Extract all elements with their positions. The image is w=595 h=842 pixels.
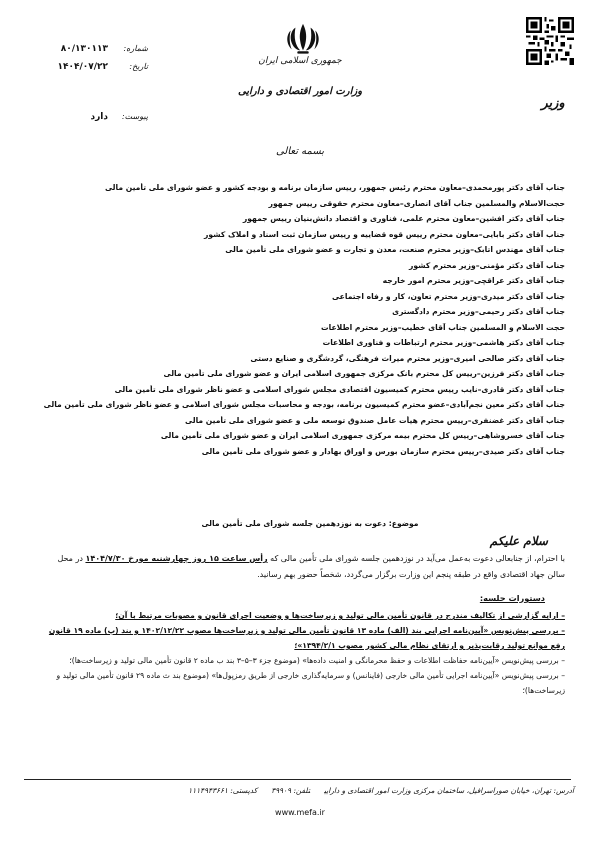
letter-date-label: تاریخ: [129, 62, 148, 71]
agenda-item-text: – بررسی پیش‌نویس «آیین‌نامه حفاظت اطلاعات و حفظ محرمانگی و امنیت داده‌ها» (موضوع جزء ۳–۵–۳ بند ب ماده ۲ قانون تأمین مالی تولید و زیرساخت‌ها)؛ [69, 656, 565, 665]
footer-website: www.mefa.ir [275, 808, 325, 817]
letter-date-value: ۱۴۰۴/۰۷/۲۲ [57, 62, 108, 72]
country-name: جمهوری اسلامی ایران [258, 56, 342, 66]
footer-address: آدرس: تهران، خیابان صوراسرافیل، ساختمان مرکزی وزارت امور اقتصادی و دارایی [323, 786, 574, 795]
agenda-item [38, 653, 565, 668]
agenda-item-text: – بررسی پیش‌نویس «آیین‌نامه اجرایی بند (الف) ماده ۱۳ قانون تأمین مالی تولید و زیرساخت‌ها مصوب ۱۴۰۲/۱۲/۲۲ و بند (پ) ماده ۱۹ قانون رفع موانع تولید رقابت‌پذیر و ارتقای نظام مالی کشور مصوب ۱۳۹۴/۲/۱»؛ [48, 626, 565, 650]
iran-emblem-icon [284, 22, 322, 56]
recipient-line: جناب آقای دکتر پورمحمدی–معاون محترم رئیس جمهور، رییس سازمان برنامه و بودجه کشور و عضو شورای ملی تأمین مالی [105, 183, 565, 192]
recipient-line: جناب آقای دکتر قادری–نایب رییس محترم کمیسیون اقتصادی مجلس شورای اسلامی و عضو ناظر شورای ملی تأمین مالی [114, 384, 565, 394]
recipients-list [38, 183, 565, 462]
recipient-line: جناب آقای دکتر معین نجم‌آبادی–عضو محترم کمیسیون برنامه، بودجه و محاسبات مجلس شورای اسلامی و عضو ناظر شورای ملی تأمین مالی [43, 400, 565, 409]
recipient-line: جناب آقای دکتر غضنفری–رییس محترم هیأت عامل صندوق توسعه ملی و عضو شورای ملی تأمین مالی [185, 415, 565, 425]
recipient-line: حجت الاسلام و المسلمین جناب آقای خطیب–وزیر محترم اطلاعات [321, 322, 565, 332]
letter-number-value: ۸۰/۱۳۰۱۱۳ [60, 44, 108, 54]
letter-attachment [28, 112, 148, 126]
footer-phone: تلفن: ۳۹۹۰۹ [271, 786, 310, 795]
recipient-line: جناب آقای دکتر بابایی–معاون محترم رییس قوه قضاییه و رییس سازمان ثبت اسناد و املاک کشور [204, 229, 565, 239]
meeting-time-highlight: رأس ساعت ۱۵ روز چهارشنبه مورخ ۱۴۰۴/۷/۳۰ [85, 554, 268, 563]
agenda-list [38, 608, 565, 698]
agenda-title: دستورات جلسه: [479, 593, 545, 603]
recipient-line: جناب آقای دکتر هاشمی–وزیر محترم ارتباطات و فناوری اطلاعات [322, 338, 565, 347]
footer-divider [24, 779, 571, 780]
letter-number [28, 44, 148, 58]
recipient-line: جناب آقای دکتر افشین–معاون محترم علمی، فناوری و اقتصاد دانش‌بنیان رییس جمهور [242, 214, 565, 223]
letter-attachment-value: دارد [90, 112, 108, 122]
agenda-item [38, 623, 565, 653]
recipient-line: جناب آقای دکتر صیدی–رییس محترم سازمان بورس و اوراق بهادار و عضو شورای ملی تأمین مالی [201, 446, 565, 456]
recipient-line: جناب آقای دکتر مؤمنی–وزیر محترم کشور [408, 260, 565, 270]
recipient-line: جناب آقای دکتر رحیمی–وزیر محترم دادگستری [392, 307, 565, 316]
salutation: سلام علیکم [489, 534, 548, 548]
agenda-item [38, 668, 565, 698]
recipient-line: حجت‌الاسلام والمسلمین جناب آقای انصاری–معاون محترم حقوقی رییس جمهور [268, 198, 565, 208]
letter-number-label: شماره: [123, 44, 148, 53]
minister-title: وزیر [541, 96, 565, 111]
letter-date [28, 62, 148, 76]
recipient-line: جناب آقای دکتر فرزین–رییس کل محترم بانک مرکزی جمهوری اسلامی ایران و عضو شورای ملی تأمین مالی [163, 369, 565, 378]
recipient-line: جناب آقای خسروشاهی–رییس کل محترم بیمه مرکزی جمهوری اسلامی ایران و عضو شورای ملی تأمین مالی [160, 431, 565, 440]
letter-body [38, 551, 565, 583]
footer-contact [24, 786, 574, 795]
agenda-item [38, 608, 565, 623]
letter-attachment-label: پیوست: [121, 112, 148, 121]
body-text-part: در محل سالن جهاد اقتصادی واقع در طبقه پنجم این وزارت برگزار می‌گردد، شخصاً حضور بهم رسانید. [57, 554, 565, 579]
ministry-name: وزارت امور اقتصادی و دارایی [237, 86, 363, 97]
footer-postal-code: کدپستی: ۱۱۱۴۹۴۳۶۶۱ [188, 786, 258, 795]
recipient-line: جناب آقای مهندس اتابک–وزیر محترم صنعت، معدن و تجارت و عضو شورای ملی تأمین مالی [225, 245, 565, 254]
body-text-part: با احترام، از جنابعالی دعوت به‌عمل می‌آید در نوزدهمین جلسه شورای ملی تأمین مالی که [267, 554, 565, 563]
recipient-line: جناب آقای دکتر صالحی امیری–وزیر محترم میراث فرهنگی، گردشگری و صنایع دستی [250, 353, 565, 363]
agenda-item-text: – ارایه گزارشی از تکالیف مندرج در قانون تأمین مالی تولید و زیرساخت‌ها و وضعیت اجرای قانون و مصوبات مرتبط با آن؛ [115, 611, 565, 620]
qr-code-icon [526, 17, 574, 65]
recipient-line: جناب آقای دکتر میدری–وزیر محترم تعاون، کار و رفاه اجتماعی [331, 291, 565, 301]
recipient-line: جناب آقای دکتر عراقچی–وزیر محترم امور خارجه [382, 276, 565, 285]
agenda-item-text: – بررسی پیش‌نویس «آیین‌نامه اجرایی تأمین مالی خارجی (فاینانس) و سرمایه‌گذاری خارجی از طریق رمزپول‌ها» (موضوع بند ث ماده ۲۹ قانون تأمین مالی تولید و زیرساخت‌ها)؛ [56, 671, 565, 695]
letter-subject: موضوع: دعوت به نوزدهمین جلسه شورای ملی تأمین مالی [201, 519, 419, 528]
basmala-heading: بسمه تعالی [275, 146, 325, 157]
